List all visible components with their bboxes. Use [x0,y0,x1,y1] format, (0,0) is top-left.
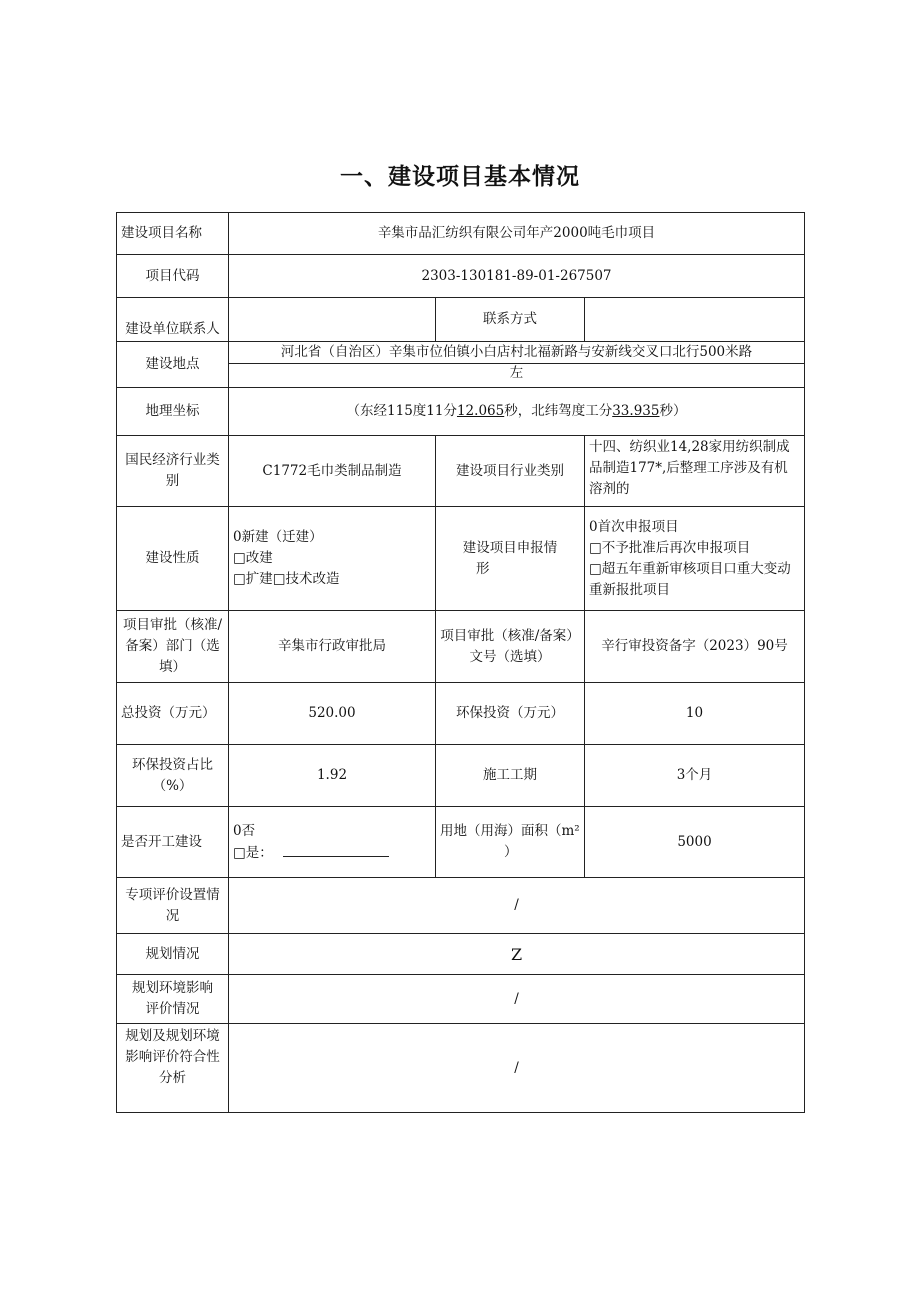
row-project-name [117,213,805,255]
value-env-ratio: 1.92 [229,745,436,807]
value-env-investment: 10 [585,683,805,745]
value-started-options [229,807,436,878]
label-location: 建设地点 [117,342,229,388]
value-contact-person [229,298,436,342]
label-started: 是否开工建设 [117,807,229,878]
label-env-investment: 环保投资（万元） [436,683,585,745]
value-project-category: 十四、纺织业14,28家用纺织制成品制造177*,后整理工序涉及有机溶剂的 [585,436,805,507]
label-project-name: 建设项目名称 [117,213,229,255]
label-approval-doc: 项目审批（核准/备案） 文号（选填） [436,611,585,683]
row-industry [117,436,805,507]
value-approval-dept: 辛集市行政审批局 [229,611,436,683]
row-ratio [117,745,805,807]
row-started [117,807,805,878]
label-project-code: 项目代码 [117,255,229,298]
value-project-code: 2303-130181-89-01-267507 [229,255,805,298]
row-planning [117,934,805,975]
row-planning-env [117,975,805,1024]
label-total-investment: 总投资（万元） [117,683,229,745]
started-option-no: 0否 [233,822,256,839]
coord-prefix: （东经115度11分 [346,403,457,419]
value-nature-options [229,507,436,611]
value-land-area: 5000 [585,807,805,878]
label-contact-person: 建设单位联系人 [117,298,229,342]
value-industry: C1772毛巾类制品制造 [229,436,436,507]
page-title: 一、建设项目基本情况 [340,164,580,190]
value-contact-method [585,298,805,342]
project-info-table [116,212,805,1113]
row-special-eval [117,878,805,934]
label-env-ratio: 环保投资占比 （%） [117,745,229,807]
value-construction-period: 3个月 [585,745,805,807]
row-coordinates [117,388,805,436]
value-planning-env: / [229,975,805,1024]
row-approval [117,611,805,683]
row-nature [117,507,805,611]
value-total-investment: 520.00 [229,683,436,745]
row-conformity [117,1024,805,1113]
row-contact [117,298,805,342]
declare-option-resubmit: □不予批准后再次申报项目 [589,539,751,556]
value-location-line1: 河北省（自治区）辛集市位伯镇小白店村北福新路与安新线交叉口北行500米路 [229,342,805,364]
label-declare: 建设项目申报情 形 [436,507,585,611]
nature-option-rebuild: □改建 [233,550,273,566]
label-coordinates: 地理坐标 [117,388,229,436]
label-conformity: 规划及规划环境 影响评价符合性 分析 [117,1024,229,1113]
value-conformity: / [229,1024,805,1113]
value-location-line2: 左 [229,364,805,388]
declare-option-reaudit: □超五年重新审核项目口重大变动重新报批项目 [589,560,791,598]
label-nature: 建设性质 [117,507,229,611]
row-project-code [117,255,805,298]
label-contact-method: 联系方式 [436,298,585,342]
coord-lon-seconds: 12.065 [456,403,505,419]
label-construction-period: 施工工期 [436,745,585,807]
value-coordinates [229,388,805,436]
label-project-category: 建设项目行业类别 [436,436,585,507]
coord-lat-seconds: 33.935 [612,403,660,419]
label-industry: 国民经济行业类 别 [117,436,229,507]
label-approval-dept: 项目审批（核准/ 备案）部门（选填） [117,611,229,683]
coord-middle: 秒，北纬驾度工分 [504,403,613,419]
value-planning: Z [229,934,805,975]
row-investment [117,683,805,745]
value-declare-options [585,507,805,611]
coord-suffix: 秒） [659,403,687,419]
started-option-yes: □是： [233,842,431,864]
nature-option-new: 0新建（迁建） [233,529,323,545]
label-special-eval: 专项评价设置情 况 [117,878,229,934]
label-land-area: 用地（用海）面积（m² ） [436,807,585,878]
label-planning-env: 规划环境影响 评价情况 [117,975,229,1024]
nature-option-expand: □扩建□技术改造 [233,571,340,587]
declare-option-first: 0首次申报项目 [589,518,679,535]
value-project-name: 辛集市品汇纺织有限公司年产2000吨毛巾项目 [229,213,805,255]
value-special-eval: / [229,878,805,934]
row-location-1 [117,342,805,364]
value-approval-doc: 辛行审投资备字（2023）90号 [585,611,805,683]
started-yes-blank [283,842,389,857]
label-planning: 规划情况 [117,934,229,975]
